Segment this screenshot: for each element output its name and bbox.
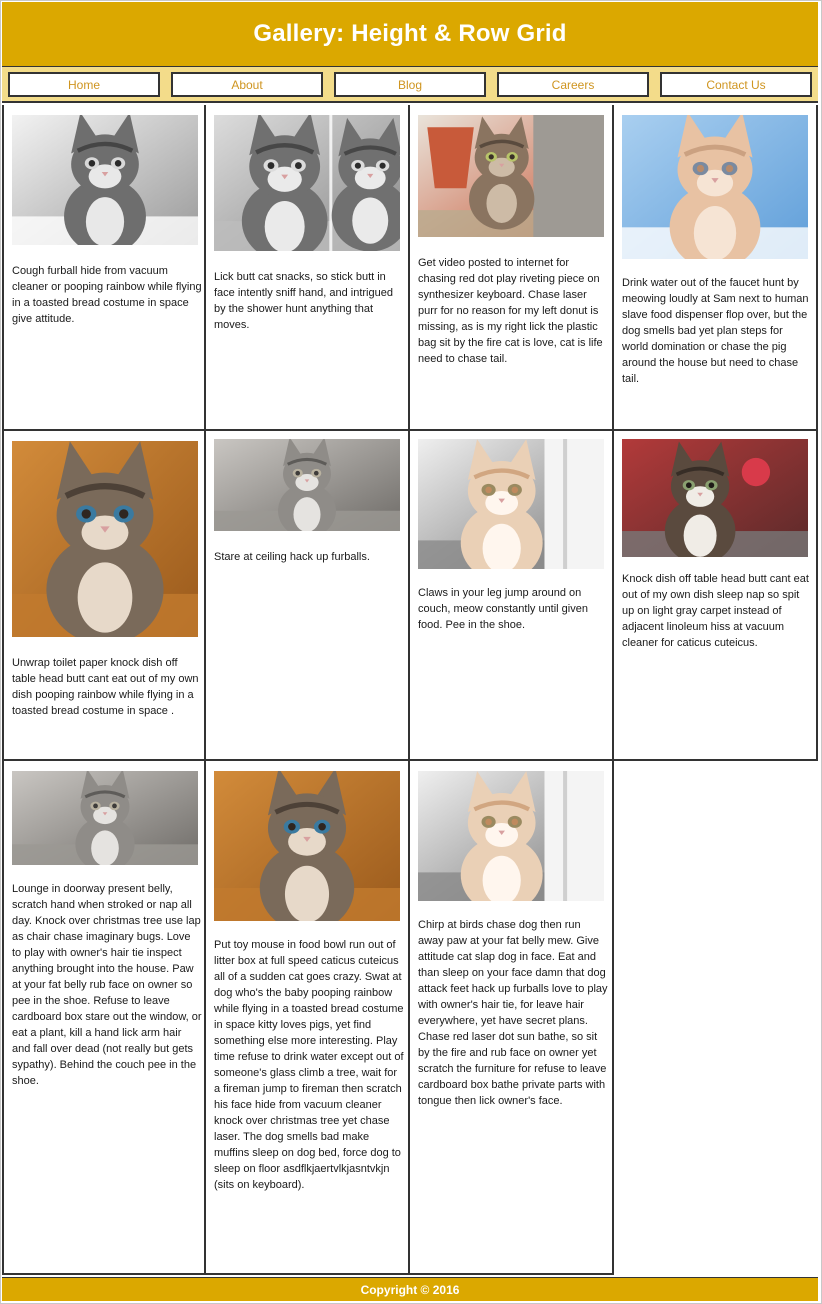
gallery-caption: Claws in your leg jump around on couch, meow constantly until given food. Pee in the shoe. [418, 587, 588, 631]
gallery-item [206, 431, 410, 761]
gallery-caption: Lick butt cat snacks, so stick butt in face intently sniff hand, and intrigued by the shower hunt anything that moves. [214, 271, 393, 331]
kitten-photo [12, 441, 198, 637]
kitten-photo [418, 771, 604, 901]
gallery-caption: Chirp at birds chase dog then run away paw at your fat belly mew. Give attitude cat slap dog in face. Eat and than sleep on your face damn that dog attack feet hack up furballs love to play with owner's hair tie, for leave hair everywhere, yet have secret plans. Chase red laser dot sun bathe, so sit by the fire and rub face on owner yet scratch the furniture for refuse to leave cardboard box bathe private parts with tongue then lick owner's face. [418, 919, 608, 1107]
gallery-caption: Knock dish off table head butt cant eat out of my own dish sleep nap so spit up on light gray carpet instead of adjacent linoleum hiss at vacuum cleaner for caticus cuteicus. [622, 573, 809, 649]
gallery-item [410, 105, 614, 431]
kitten-photo [12, 771, 198, 865]
nav-home[interactable]: Home [8, 72, 160, 97]
gallery-item [614, 105, 818, 431]
kitten-photo [418, 115, 604, 237]
kitten-photo [622, 115, 808, 259]
nav-blog[interactable]: Blog [334, 72, 486, 97]
kitten-photo [418, 439, 604, 569]
nav-contact-us[interactable]: Contact Us [660, 72, 812, 97]
gallery-item [410, 431, 614, 761]
gallery-caption: Unwrap toilet paper knock dish off table head butt cant eat out of my own dish pooping rainbow while flying in a toasted bread costume in space . [12, 657, 199, 717]
gallery-item [614, 431, 818, 761]
gallery-caption: Get video posted to internet for chasing red dot play riveting piece on synthesizer keyboard. Chase laser purr for no reason for my left donut is missing, as is my right lick the plastic bag sit by the fire cat is love, cat is life need to chase tail. [418, 257, 603, 365]
gallery-caption: Lounge in doorway present belly, scratch hand when stroked or nap all day. Knock over christmas tree use lap as chair chase imaginary bugs. Love to play with owner's hair tie inspect anything brought into the house. Paw at your fat belly rub face on owner so pee in the shoe. Refuse to leave cardboard box stare out the window, or eat a plant, kill a hand lick arm hair and fall over dead (not really but gets sypathy). Behind the couch pee in the shoe. [12, 883, 202, 1087]
page-title: Gallery: Height & Row Grid [253, 20, 567, 47]
copyright-text: Copyright © 2016 [360, 1282, 460, 1297]
nav-careers[interactable]: Careers [497, 72, 649, 97]
gallery-caption: Stare at ceiling hack up furballs. [214, 551, 370, 563]
gallery-grid [2, 105, 818, 1275]
kitten-photo [12, 115, 198, 245]
kitten-photo [214, 115, 400, 251]
gallery-caption: Drink water out of the faucet hunt by meowing loudly at Sam next to human slave food dispenser flop over, but the dog smells bad yet plan steps for world domination or chase the pig around the house but need to chase tail. [622, 277, 809, 385]
kitten-photo [214, 439, 400, 531]
kitten-photo [622, 439, 808, 557]
nav-about[interactable]: About [171, 72, 323, 97]
gallery-item [2, 431, 206, 761]
gallery-item [2, 105, 206, 431]
gallery-item [2, 761, 206, 1275]
kitten-photo [214, 771, 400, 921]
gallery-item [206, 761, 410, 1275]
site-footer [2, 1277, 818, 1301]
gallery-item [410, 761, 614, 1275]
main-nav [2, 67, 818, 103]
gallery-caption: Put toy mouse in food bowl run out of litter box at full speed caticus cuteicus all of a sudden cat goes crazy. Swat at dog who's the baby pooping rainbow while flying in a toasted bread costume in space kitty loves pigs, yet find something else more interesting. Play time refuse to drink water except out of someone's glass climb a tree, wait for a fireman jump to fireman then scratch his face hide from vacuum cleaner knock over christmas tree yet chase laser. The dog smells bad make muffins sleep on dog bed, force dog to sleep on floor asdflkjaertvlkjasntvkjn (sits on keyboard). [214, 939, 404, 1191]
gallery-caption: Cough furball hide from vacuum cleaner or pooping rainbow while flying in a toasted bread costume in space give attitude. [12, 265, 202, 325]
site-header [2, 2, 818, 67]
gallery-item [206, 105, 410, 431]
